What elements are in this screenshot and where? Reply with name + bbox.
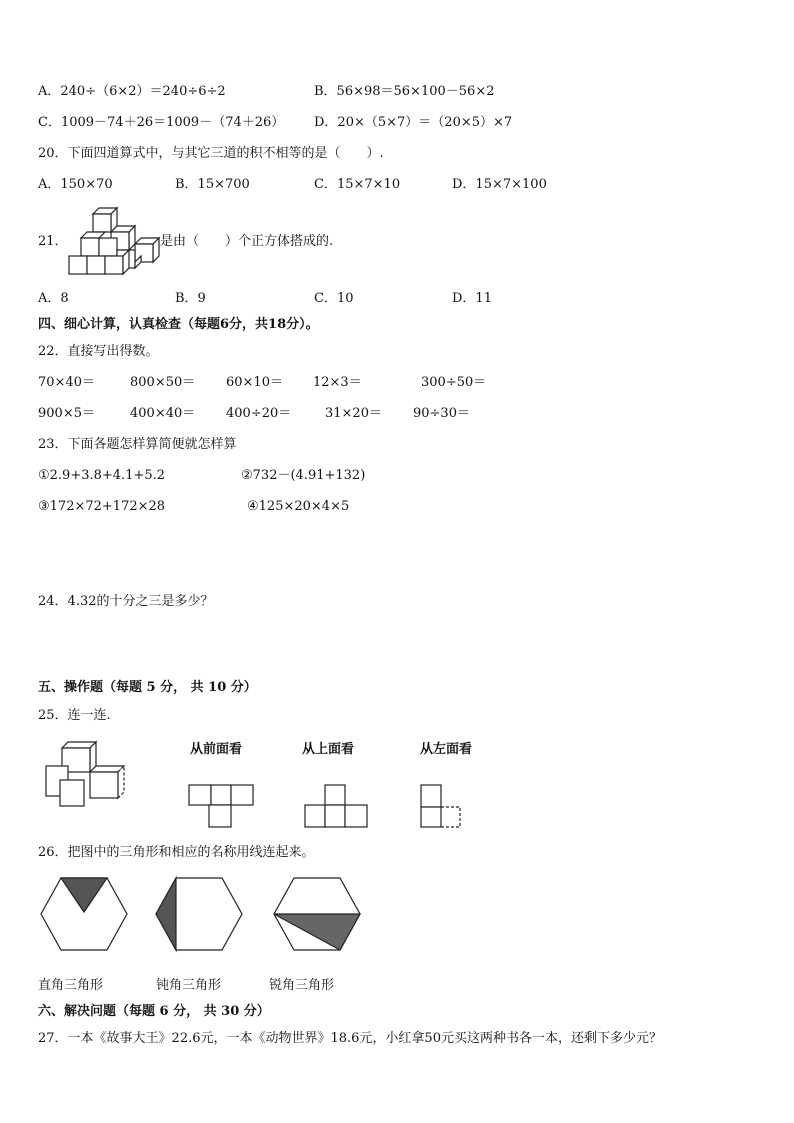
view-front-label: 从前面看 xyxy=(190,742,243,757)
cube-stack-figure xyxy=(62,206,162,278)
q24-stem: 24．4.32的十分之三是多少？ xyxy=(38,594,214,609)
section-5-title: 五、操作题（每题 5 分， 共 10 分） xyxy=(38,680,257,695)
q26-stem: 26．把图中的三角形和相应的名称用线连起来。 xyxy=(38,845,315,860)
q27-stem: 27．一本《故事大王》22.6元，一本《动物世界》18.6元，小红拿50元买这两种书各一本，还剩下多少元？ xyxy=(38,1031,662,1046)
q22-r1-c2: 800×50＝ xyxy=(130,375,196,390)
q22-r2-c5: 90÷30＝ xyxy=(413,406,470,421)
q23-item-4: ④125×20×4×5 xyxy=(247,499,350,514)
q21-option-d: D．11 xyxy=(452,291,492,306)
q23-stem: 23．下面各题怎样算简便就怎样算 xyxy=(38,437,237,452)
q21-text: 是由（ ）个正方体搭成的. xyxy=(160,234,334,249)
view-top-shape xyxy=(304,784,374,834)
view-top-label: 从上面看 xyxy=(302,742,355,757)
q25-solid-figure xyxy=(40,740,130,810)
label-acute-triangle: 锐角三角形 xyxy=(269,978,335,993)
q21-option-b: B．9 xyxy=(175,291,206,306)
section-4-title: 四、细心计算，认真检查（每题6分，共18分）。 xyxy=(38,317,319,332)
q22-r2-c1: 900×5＝ xyxy=(38,406,95,421)
hexagon-right-triangle xyxy=(40,876,130,954)
q21-option-a: A．8 xyxy=(38,291,69,306)
q19-option-a: A．240÷（6×2）＝240÷6÷2 xyxy=(38,84,226,99)
q22-stem: 22．直接写出得数。 xyxy=(38,344,159,359)
q20-stem: 20．下面四道算式中，与其它三道的积不相等的是（ ）. xyxy=(38,146,384,161)
q23-item-1: ①2.9+3.8+4.1+5.2 xyxy=(38,468,166,483)
q22-r2-c3: 400÷20＝ xyxy=(226,406,292,421)
section-6-title: 六、解决问题（每题 6 分， 共 30 分） xyxy=(38,1004,270,1019)
label-obtuse-triangle: 钝角三角形 xyxy=(156,978,222,993)
q21-option-c: C．10 xyxy=(314,291,354,306)
q22-r1-c4: 12×3＝ xyxy=(313,375,362,390)
hexagon-acute-triangle xyxy=(273,876,363,954)
q22-r2-c4: 31×20＝ xyxy=(325,406,382,421)
q20-option-c: C．15×7×10 xyxy=(314,177,401,192)
q22-r1-c3: 60×10＝ xyxy=(226,375,283,390)
q22-r1-c1: 70×40＝ xyxy=(38,375,95,390)
q21-number: 21． xyxy=(38,234,68,249)
q19-option-b: B．56×98＝56×100－56×2 xyxy=(314,84,495,99)
q23-item-2: ②732－(4.91+132) xyxy=(241,468,366,483)
label-right-triangle: 直角三角形 xyxy=(38,978,104,993)
hexagon-obtuse-triangle xyxy=(155,876,245,954)
q22-r2-c2: 400×40＝ xyxy=(130,406,196,421)
q20-option-b: B．15×700 xyxy=(175,177,250,192)
q22-r1-c5: 300÷50＝ xyxy=(421,375,487,390)
view-front-shape xyxy=(188,784,258,834)
q25-stem: 25．连一连. xyxy=(38,708,111,723)
q19-option-d: D．20×（5×7）＝（20×5）×7 xyxy=(314,115,513,130)
q20-option-d: D．15×7×100 xyxy=(452,177,547,192)
view-left-label: 从左面看 xyxy=(420,742,473,757)
view-left-shape xyxy=(420,784,470,834)
q20-option-a: A．150×70 xyxy=(38,177,113,192)
q23-item-3: ③172×72+172×28 xyxy=(38,499,166,514)
q19-option-c: C．1009－74＋26＝1009－（74＋26） xyxy=(38,115,285,130)
